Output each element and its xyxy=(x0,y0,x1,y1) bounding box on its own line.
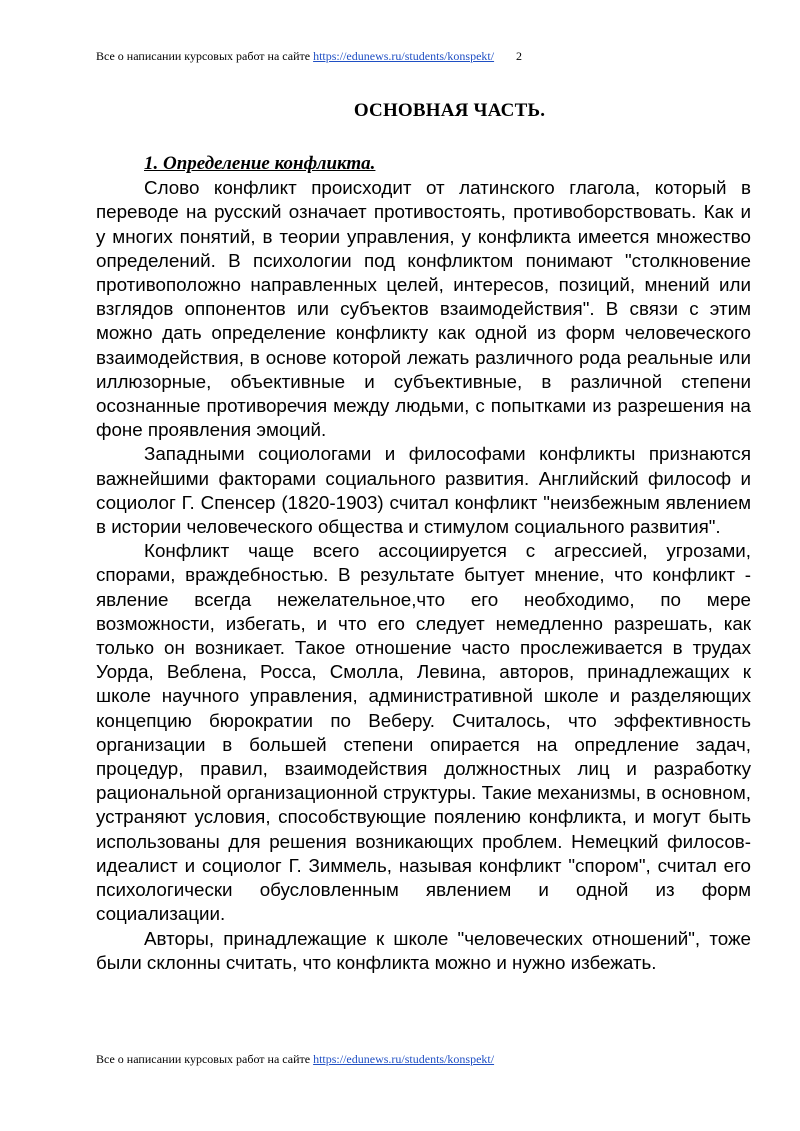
header-link[interactable]: https://edunews.ru/students/konspekt/ xyxy=(313,49,495,63)
header-text: Все о написании курсовых работ на сайте xyxy=(96,49,314,63)
paragraph-4: Авторы, принадлежащие к школе "человеческих отношений", тоже были склонны считать, что конфликта можно и нужно избежать. xyxy=(96,927,751,973)
section-heading: 1. Определение конфликта. xyxy=(144,153,376,175)
paragraph-1: Слово конфликт происходит от латинского глагола, который в переводе на русский означает противостоять, противоборствовать. Как и у многих понятий, в теории управления, у конфликта имеется множество определений. В психологии под конфликтом понимают "столкновение противоположно направленных целей, интересов, позиций, мнений или взглядов оппонентов или субъектов взаимодействия". В связи с этим можно дать определение конфликту как одной из форм человеческого взаимодействия, в основе которой лежать различного рода реальные или иллюзорные, объективные и субъективные, в различной степени осознанные противоречия между людьми, с попытками из разрешения на фоне проявления эмоций. xyxy=(96,177,751,441)
footer-text: Все о написании курсовых работ на сайте xyxy=(96,1052,314,1066)
footer-link[interactable]: https://edunews.ru/students/konspekt/ xyxy=(313,1052,495,1066)
page-footer xyxy=(96,1052,704,1066)
page-title: ОСНОВНАЯ ЧАСТЬ. xyxy=(353,100,546,121)
page-header xyxy=(96,49,704,63)
document-body xyxy=(96,96,751,975)
paragraph-3: Конфликт чаще всего ассоциируется с агрессией, угрозами, спорами, враждебностью. В результате бытует мнение, что конфликт - явление всегда нежелательное,что его необходимо, по мере возможности, избегать, и что его следует немедленно разрешать, как только он возникает. Такое отношение часто прослеживается в трудах Уорда, Веблена, Росса, Смолла, Левина, авторов, принадлежащих к школе научного управления, административной школе и разделяющих концепцию бюрократии по Веберу. Считалось, что эффективность организации в большей степени опирается на опредление задач, процедур, правил, взаимодействия должностных лиц и разработку рациональной организационной структуры. Такие механизмы, в основном, устраняют условия, способствующие поялению конфликта, и могут быть использованы для решения возникающих проблем. Немецкий филосов-идеалист и социолог Г. Зиммель, называя конфликт "спором", считал его психологически обусловленным явлением и одной из форм социализации. xyxy=(96,540,751,925)
paragraph-2: Западными социологами и философами конфликты признаются важнейшими факторами социального развития. Английский философ и социолог Г. Спенсер (1820-1903) считал конфликт "неизбежным явлением в истории человеческого общества и стимулом социального развития". xyxy=(96,443,751,538)
page-number: 2 xyxy=(516,49,522,63)
